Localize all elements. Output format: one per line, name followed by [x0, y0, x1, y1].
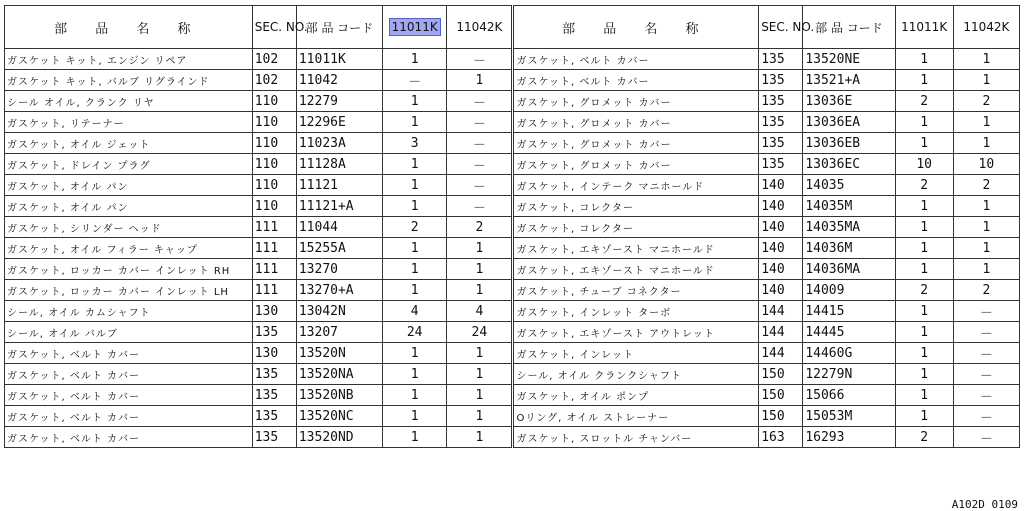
- right-qty1-cell: 1: [895, 112, 953, 133]
- right-qty2-cell: －: [953, 427, 1019, 448]
- right-code-cell: 13520NE: [803, 49, 895, 70]
- right-qty1-cell: 1: [895, 301, 953, 322]
- right-code-cell: 13036EC: [803, 154, 895, 175]
- right-name-cell: シール, オイル クランクシャフト: [513, 364, 759, 385]
- left-qty1-cell: 2: [383, 217, 447, 238]
- table-row: [5, 112, 1020, 133]
- header-name-right: 部 品 名 称: [513, 6, 759, 49]
- right-qty2-cell: 1: [953, 217, 1019, 238]
- right-qty1-cell: 1: [895, 322, 953, 343]
- right-qty1-cell: 1: [895, 259, 953, 280]
- left-qty1-cell: 1: [383, 343, 447, 364]
- right-qty2-cell: －: [953, 364, 1019, 385]
- right-name-cell: ガスケット, コレクター: [513, 196, 759, 217]
- header-row: [5, 6, 1020, 49]
- right-name-cell: ガスケット, グロメット カバー: [513, 112, 759, 133]
- right-name-cell: ガスケット, コレクター: [513, 217, 759, 238]
- right-sec-cell: 140: [759, 238, 803, 259]
- left-qty1-cell: 1: [383, 175, 447, 196]
- right-qty1-cell: 2: [895, 427, 953, 448]
- left-code-cell: 13520NB: [296, 385, 382, 406]
- left-name-cell: ガスケット, ベルト カバー: [5, 343, 253, 364]
- right-name-cell: ガスケット, チューブ コネクター: [513, 280, 759, 301]
- left-name-cell: ガスケット, シリンダー ヘッド: [5, 217, 253, 238]
- right-sec-cell: 140: [759, 196, 803, 217]
- header-model1-left[interactable]: [383, 6, 447, 49]
- right-qty2-cell: 1: [953, 238, 1019, 259]
- left-sec-cell: 110: [252, 154, 296, 175]
- header-name-left: 部 品 名 称: [5, 6, 253, 49]
- left-qty2-cell: 1: [447, 343, 513, 364]
- right-sec-cell: 140: [759, 259, 803, 280]
- right-name-cell: Oリング, オイル ストレーナー: [513, 406, 759, 427]
- right-qty1-cell: 1: [895, 238, 953, 259]
- right-qty1-cell: 10: [895, 154, 953, 175]
- table-row: [5, 301, 1020, 322]
- right-code-cell: 14035MA: [803, 217, 895, 238]
- right-qty2-cell: 1: [953, 259, 1019, 280]
- left-name-cell: ガスケット, オイル ジェット: [5, 133, 253, 154]
- right-qty1-cell: 1: [895, 49, 953, 70]
- right-qty2-cell: 10: [953, 154, 1019, 175]
- right-qty1-cell: 2: [895, 280, 953, 301]
- right-name-cell: ガスケット, インテーク マニホールド: [513, 175, 759, 196]
- left-code-cell: 13270: [296, 259, 382, 280]
- left-code-cell: 13207: [296, 322, 382, 343]
- left-name-cell: シール, オイル カムシャフト: [5, 301, 253, 322]
- left-code-cell: 12279: [296, 91, 382, 112]
- left-sec-cell: 135: [252, 406, 296, 427]
- right-sec-cell: 163: [759, 427, 803, 448]
- left-sec-cell: 135: [252, 385, 296, 406]
- left-qty1-cell: 1: [383, 238, 447, 259]
- left-name-cell: ガスケット, ベルト カバー: [5, 406, 253, 427]
- right-qty2-cell: 1: [953, 112, 1019, 133]
- left-code-cell: 13520NA: [296, 364, 382, 385]
- left-qty2-cell: 1: [447, 364, 513, 385]
- right-code-cell: 13036EB: [803, 133, 895, 154]
- table-row: [5, 175, 1020, 196]
- left-qty2-cell: 24: [447, 322, 513, 343]
- right-name-cell: ガスケット, エキゾースト マニホールド: [513, 259, 759, 280]
- left-name-cell: ガスケット, ベルト カバー: [5, 427, 253, 448]
- left-qty2-cell: －: [447, 154, 513, 175]
- left-qty2-cell: 4: [447, 301, 513, 322]
- right-sec-cell: 140: [759, 175, 803, 196]
- right-qty1-cell: 2: [895, 91, 953, 112]
- left-code-cell: 11121+A: [296, 196, 382, 217]
- left-code-cell: 12296E: [296, 112, 382, 133]
- table-row: [5, 196, 1020, 217]
- left-qty2-cell: －: [447, 91, 513, 112]
- left-sec-cell: 111: [252, 280, 296, 301]
- left-sec-cell: 135: [252, 427, 296, 448]
- left-qty1-cell: 1: [383, 112, 447, 133]
- left-code-cell: 11044: [296, 217, 382, 238]
- left-code-cell: 13520ND: [296, 427, 382, 448]
- table-row: [5, 217, 1020, 238]
- right-code-cell: 14035: [803, 175, 895, 196]
- right-code-cell: 13521+A: [803, 70, 895, 91]
- left-qty2-cell: －: [447, 49, 513, 70]
- right-qty2-cell: 2: [953, 175, 1019, 196]
- left-sec-cell: 102: [252, 49, 296, 70]
- left-sec-cell: 135: [252, 322, 296, 343]
- left-code-cell: 13042N: [296, 301, 382, 322]
- header-sec-left: SEC. NO.: [252, 6, 296, 49]
- left-code-cell: 13520NC: [296, 406, 382, 427]
- parts-table: [4, 5, 1020, 448]
- table-row: [5, 364, 1020, 385]
- left-qty1-cell: 3: [383, 133, 447, 154]
- left-code-cell: 11128A: [296, 154, 382, 175]
- right-qty1-cell: 1: [895, 217, 953, 238]
- right-code-cell: 14415: [803, 301, 895, 322]
- right-code-cell: 14009: [803, 280, 895, 301]
- right-qty2-cell: －: [953, 343, 1019, 364]
- right-qty2-cell: 1: [953, 196, 1019, 217]
- header-model2-left: 11042K: [447, 6, 513, 49]
- left-sec-cell: 111: [252, 259, 296, 280]
- left-qty1-cell: 4: [383, 301, 447, 322]
- right-sec-cell: 150: [759, 364, 803, 385]
- right-name-cell: ガスケット, グロメット カバー: [513, 133, 759, 154]
- table-row: [5, 427, 1020, 448]
- left-sec-cell: 110: [252, 133, 296, 154]
- right-code-cell: 12279N: [803, 364, 895, 385]
- right-qty2-cell: 2: [953, 280, 1019, 301]
- left-name-cell: ガスケット, オイル パン: [5, 175, 253, 196]
- right-qty1-cell: 2: [895, 175, 953, 196]
- right-sec-cell: 144: [759, 301, 803, 322]
- right-sec-cell: 150: [759, 406, 803, 427]
- right-sec-cell: 135: [759, 112, 803, 133]
- left-qty1-cell: 1: [383, 49, 447, 70]
- left-qty1-cell: －: [383, 70, 447, 91]
- header-model2-right: 11042K: [953, 6, 1019, 49]
- left-name-cell: ガスケット キット, エンジン リペア: [5, 49, 253, 70]
- right-name-cell: ガスケット, インレット: [513, 343, 759, 364]
- right-name-cell: ガスケット, グロメット カバー: [513, 154, 759, 175]
- right-name-cell: ガスケット, オイル ポンプ: [513, 385, 759, 406]
- left-name-cell: ガスケット, リテーナー: [5, 112, 253, 133]
- left-qty2-cell: 1: [447, 385, 513, 406]
- right-code-cell: 15053M: [803, 406, 895, 427]
- right-code-cell: 14445: [803, 322, 895, 343]
- drawing-code: A102D 0109: [951, 498, 1018, 511]
- right-qty2-cell: －: [953, 406, 1019, 427]
- left-qty2-cell: 2: [447, 217, 513, 238]
- right-code-cell: 14035M: [803, 196, 895, 217]
- left-name-cell: ガスケット, ドレイン プラグ: [5, 154, 253, 175]
- right-code-cell: 14036M: [803, 238, 895, 259]
- left-sec-cell: 135: [252, 364, 296, 385]
- right-qty1-cell: 1: [895, 385, 953, 406]
- left-sec-cell: 110: [252, 175, 296, 196]
- header-code-right: 部 品 コード: [803, 6, 895, 49]
- right-qty2-cell: 1: [953, 49, 1019, 70]
- left-qty2-cell: 1: [447, 280, 513, 301]
- right-qty1-cell: 1: [895, 364, 953, 385]
- right-qty1-cell: 1: [895, 133, 953, 154]
- right-qty2-cell: －: [953, 301, 1019, 322]
- left-sec-cell: 111: [252, 238, 296, 259]
- left-name-cell: ガスケット, ベルト カバー: [5, 364, 253, 385]
- left-qty2-cell: 1: [447, 238, 513, 259]
- left-sec-cell: 102: [252, 70, 296, 91]
- right-code-cell: 13036E: [803, 91, 895, 112]
- header-model1-right: 11011K: [895, 6, 953, 49]
- right-sec-cell: 150: [759, 385, 803, 406]
- left-name-cell: ガスケット, オイル パン: [5, 196, 253, 217]
- left-qty1-cell: 1: [383, 364, 447, 385]
- table-row: [5, 154, 1020, 175]
- left-code-cell: 11121: [296, 175, 382, 196]
- table-row: [5, 385, 1020, 406]
- left-qty2-cell: 1: [447, 406, 513, 427]
- right-qty1-cell: 1: [895, 70, 953, 91]
- left-code-cell: 11011K: [296, 49, 382, 70]
- left-name-cell: ガスケット, ロッカー カバー インレット RH: [5, 259, 253, 280]
- header-code-left: 部 品 コード: [296, 6, 382, 49]
- right-sec-cell: 135: [759, 91, 803, 112]
- right-name-cell: ガスケット, ベルト カバー: [513, 49, 759, 70]
- right-sec-cell: 135: [759, 70, 803, 91]
- left-qty1-cell: 1: [383, 406, 447, 427]
- left-qty2-cell: 1: [447, 70, 513, 91]
- left-sec-cell: 111: [252, 217, 296, 238]
- left-qty1-cell: 1: [383, 154, 447, 175]
- left-qty2-cell: 1: [447, 427, 513, 448]
- table-row: [5, 70, 1020, 91]
- table-row: [5, 91, 1020, 112]
- left-qty1-cell: 1: [383, 427, 447, 448]
- right-sec-cell: 140: [759, 217, 803, 238]
- left-qty1-cell: 1: [383, 259, 447, 280]
- right-code-cell: 13036EA: [803, 112, 895, 133]
- right-qty1-cell: 1: [895, 343, 953, 364]
- left-qty1-cell: 1: [383, 196, 447, 217]
- right-qty2-cell: 1: [953, 133, 1019, 154]
- left-name-cell: ガスケット, ベルト カバー: [5, 385, 253, 406]
- table-row: [5, 280, 1020, 301]
- left-sec-cell: 110: [252, 91, 296, 112]
- right-qty2-cell: 2: [953, 91, 1019, 112]
- right-code-cell: 15066: [803, 385, 895, 406]
- left-qty2-cell: －: [447, 112, 513, 133]
- left-code-cell: 11023A: [296, 133, 382, 154]
- right-name-cell: ガスケット, ベルト カバー: [513, 70, 759, 91]
- table-row: [5, 133, 1020, 154]
- right-qty1-cell: 1: [895, 196, 953, 217]
- right-sec-cell: 135: [759, 154, 803, 175]
- right-code-cell: 14036MA: [803, 259, 895, 280]
- table-row: [5, 238, 1020, 259]
- left-qty1-cell: 24: [383, 322, 447, 343]
- left-qty2-cell: 1: [447, 259, 513, 280]
- right-qty2-cell: －: [953, 385, 1019, 406]
- left-qty2-cell: －: [447, 175, 513, 196]
- left-qty2-cell: －: [447, 196, 513, 217]
- left-sec-cell: 130: [252, 301, 296, 322]
- table-row: [5, 343, 1020, 364]
- right-sec-cell: 144: [759, 343, 803, 364]
- right-code-cell: 14460G: [803, 343, 895, 364]
- right-sec-cell: 135: [759, 133, 803, 154]
- left-qty1-cell: 1: [383, 91, 447, 112]
- right-code-cell: 16293: [803, 427, 895, 448]
- left-code-cell: 15255A: [296, 238, 382, 259]
- right-name-cell: ガスケット, インレット ターボ: [513, 301, 759, 322]
- left-sec-cell: 110: [252, 196, 296, 217]
- left-sec-cell: 130: [252, 343, 296, 364]
- parts-table-container: [4, 5, 1020, 448]
- left-name-cell: シール, オイル バルブ: [5, 322, 253, 343]
- left-qty1-cell: 1: [383, 280, 447, 301]
- table-row: [5, 259, 1020, 280]
- left-code-cell: 13520N: [296, 343, 382, 364]
- table-row: [5, 322, 1020, 343]
- right-sec-cell: 144: [759, 322, 803, 343]
- left-name-cell: シール オイル, クランク リヤ: [5, 91, 253, 112]
- table-row: [5, 406, 1020, 427]
- header-sec-right: SEC. NO.: [759, 6, 803, 49]
- right-name-cell: ガスケット, エキゾースト アウトレット: [513, 322, 759, 343]
- left-name-cell: ガスケット, オイル フィラー キャップ: [5, 238, 253, 259]
- table-row: [5, 49, 1020, 70]
- right-name-cell: ガスケット, グロメット カバー: [513, 91, 759, 112]
- left-name-cell: ガスケット, ロッカー カバー インレット LH: [5, 280, 253, 301]
- right-sec-cell: 135: [759, 49, 803, 70]
- model1-highlight[interactable]: 11011K: [389, 18, 441, 36]
- left-qty2-cell: －: [447, 133, 513, 154]
- right-name-cell: ガスケット, スロットル チャンバー: [513, 427, 759, 448]
- left-name-cell: ガスケット キット, バルブ リグラインド: [5, 70, 253, 91]
- right-qty2-cell: －: [953, 322, 1019, 343]
- left-qty1-cell: 1: [383, 385, 447, 406]
- right-sec-cell: 140: [759, 280, 803, 301]
- right-qty2-cell: 1: [953, 70, 1019, 91]
- left-code-cell: 13270+A: [296, 280, 382, 301]
- right-qty1-cell: 1: [895, 406, 953, 427]
- left-code-cell: 11042: [296, 70, 382, 91]
- left-sec-cell: 110: [252, 112, 296, 133]
- right-name-cell: ガスケット, エキゾースト マニホールド: [513, 238, 759, 259]
